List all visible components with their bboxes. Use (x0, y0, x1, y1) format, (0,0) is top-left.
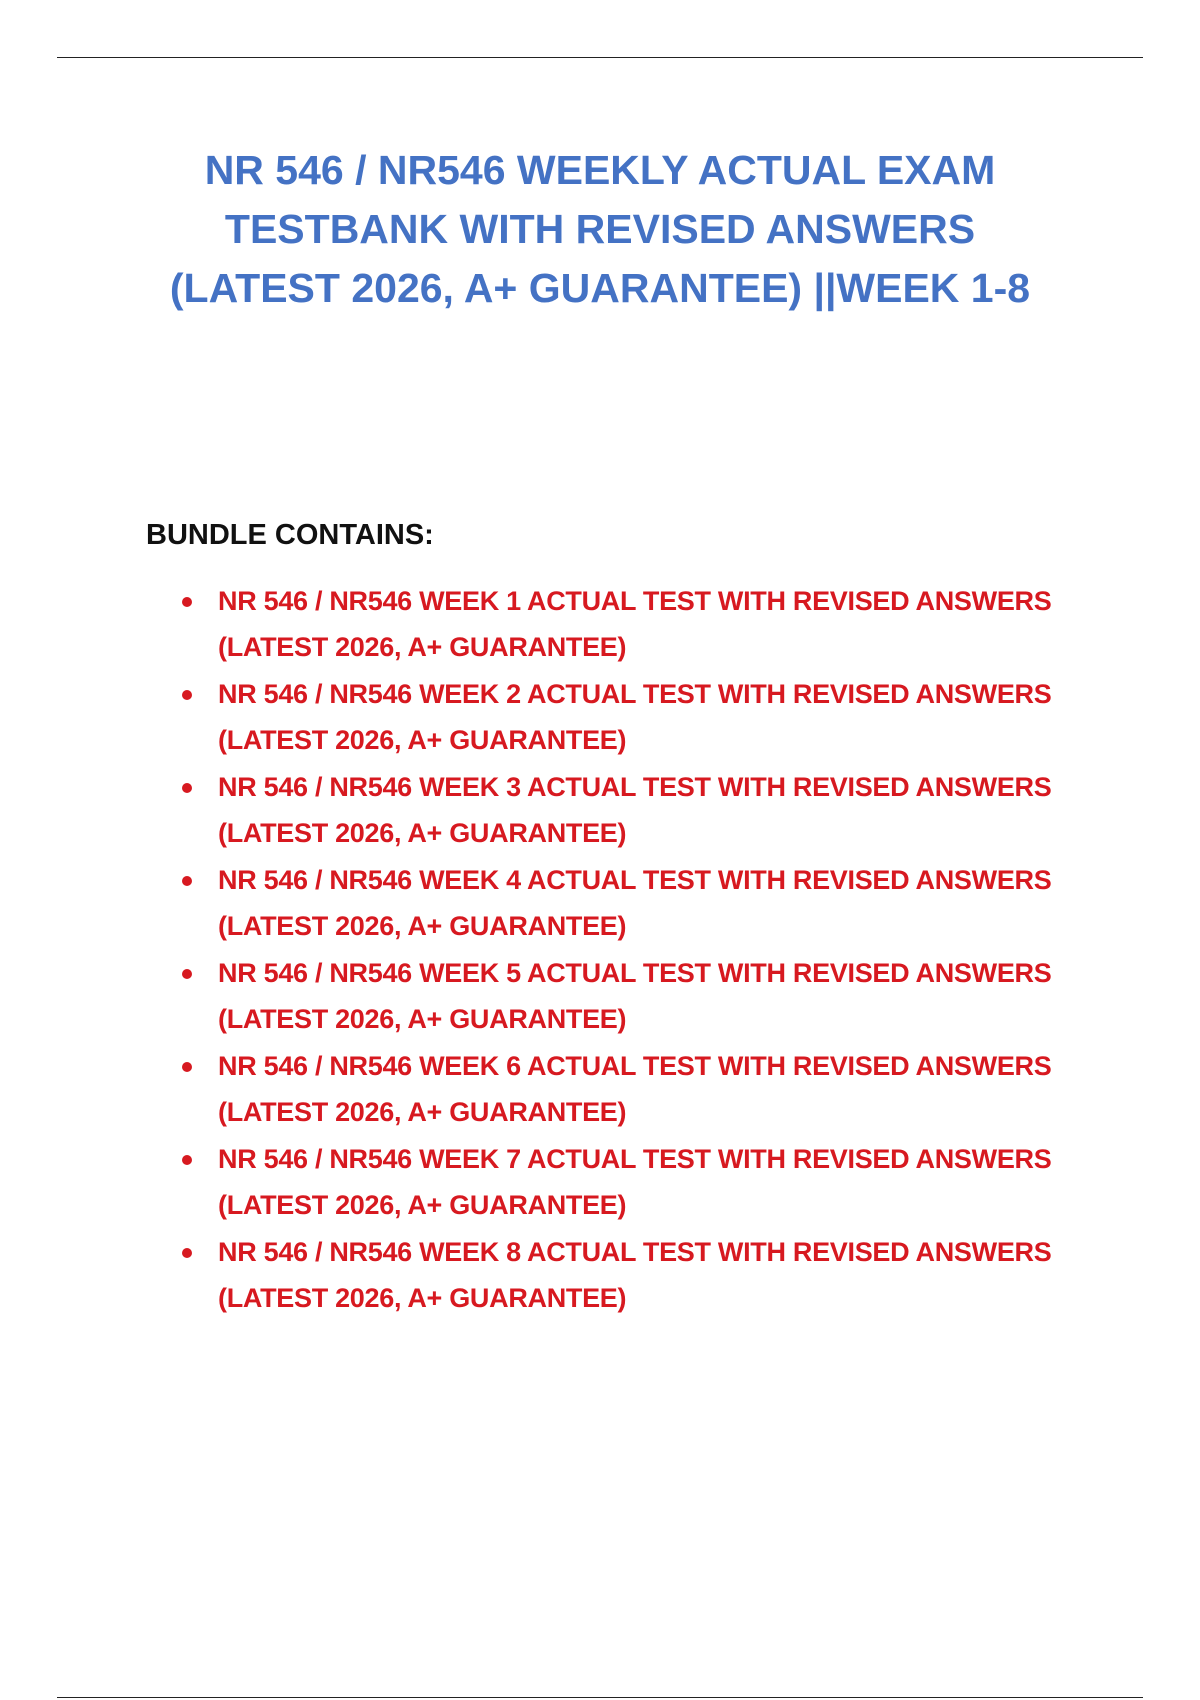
title-line: NR 546 / NR546 WEEKLY ACTUAL EXAM (204, 147, 996, 193)
bundle-list (176, 578, 1116, 1322)
bullet-icon (182, 876, 192, 886)
bundle-item-line2: (LATEST 2026, A+ GUARANTEE) (218, 1283, 627, 1313)
bullet-icon (182, 783, 192, 793)
bundle-item-week-6 (176, 1043, 1116, 1135)
bullet-icon (182, 597, 192, 607)
title-line: (LATEST 2026, A+ GUARANTEE) ||WEEK 1-8 (169, 265, 1031, 311)
bullet-icon (182, 690, 192, 700)
bundle-item-week-5 (176, 950, 1116, 1042)
bullet-icon (182, 969, 192, 979)
top-rule (57, 57, 1143, 58)
bundle-item-line2: (LATEST 2026, A+ GUARANTEE) (218, 632, 627, 662)
bundle-item-week-4 (176, 857, 1116, 949)
bundle-item-line2: (LATEST 2026, A+ GUARANTEE) (218, 1097, 627, 1127)
bundle-heading: BUNDLE CONTAINS: (146, 519, 434, 551)
bundle-item-week-3 (176, 764, 1116, 856)
bottom-rule (57, 1697, 1143, 1698)
bundle-item-week-1 (176, 578, 1116, 670)
bundle-item-line2: (LATEST 2026, A+ GUARANTEE) (218, 818, 627, 848)
bundle-item-week-2 (176, 671, 1116, 763)
document-title (100, 141, 1100, 318)
bundle-item-line1: NR 546 / NR546 WEEK 7 ACTUAL TEST WITH REVISED ANSWERS (218, 1144, 1052, 1174)
bullet-icon (182, 1248, 192, 1258)
bundle-item-week-7 (176, 1136, 1116, 1228)
bundle-item-line1: NR 546 / NR546 WEEK 8 ACTUAL TEST WITH REVISED ANSWERS (218, 1237, 1052, 1267)
bundle-item-line2: (LATEST 2026, A+ GUARANTEE) (218, 1190, 627, 1220)
bullet-icon (182, 1155, 192, 1165)
title-line: TESTBANK WITH REVISED ANSWERS (224, 206, 976, 252)
bundle-item-line1: NR 546 / NR546 WEEK 1 ACTUAL TEST WITH REVISED ANSWERS (218, 586, 1052, 616)
bundle-item-line2: (LATEST 2026, A+ GUARANTEE) (218, 911, 627, 941)
bundle-item-line1: NR 546 / NR546 WEEK 6 ACTUAL TEST WITH REVISED ANSWERS (218, 1051, 1052, 1081)
bundle-item-line2: (LATEST 2026, A+ GUARANTEE) (218, 1004, 627, 1034)
bundle-item-line1: NR 546 / NR546 WEEK 5 ACTUAL TEST WITH REVISED ANSWERS (218, 958, 1052, 988)
bundle-item-week-8 (176, 1229, 1116, 1321)
bundle-item-line2: (LATEST 2026, A+ GUARANTEE) (218, 725, 627, 755)
bundle-item-line1: NR 546 / NR546 WEEK 4 ACTUAL TEST WITH REVISED ANSWERS (218, 865, 1052, 895)
bundle-item-line1: NR 546 / NR546 WEEK 2 ACTUAL TEST WITH REVISED ANSWERS (218, 679, 1052, 709)
bundle-item-line1: NR 546 / NR546 WEEK 3 ACTUAL TEST WITH REVISED ANSWERS (218, 772, 1052, 802)
bullet-icon (182, 1062, 192, 1072)
